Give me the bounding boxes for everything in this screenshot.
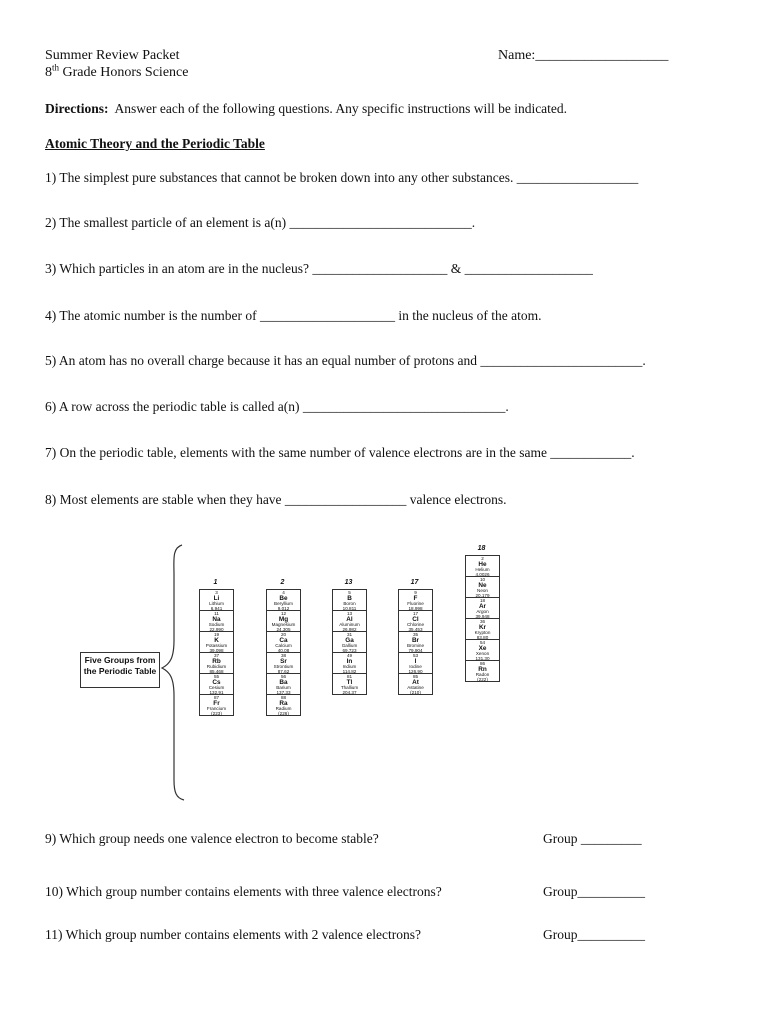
atomic-mass: 79.904 xyxy=(408,647,423,653)
element-cell xyxy=(399,653,432,674)
question-10: 10) Which group number contains elements with three valence electrons? xyxy=(45,884,442,899)
atomic-number: 12 xyxy=(280,611,287,616)
element-symbol: Ba xyxy=(279,679,288,687)
section-title: Atomic Theory and the Periodic Table xyxy=(45,136,265,151)
group-column xyxy=(465,555,500,682)
atomic-number: 5 xyxy=(348,590,351,595)
atomic-mass: 35.453 xyxy=(408,626,423,632)
element-cell xyxy=(466,577,499,598)
element-cell xyxy=(267,590,300,611)
element-symbol: Br xyxy=(411,637,420,645)
atomic-number: 86 xyxy=(479,661,486,666)
element-cell xyxy=(267,611,300,632)
element-symbol: B xyxy=(347,595,352,603)
atomic-mass: 18.998 xyxy=(408,605,423,611)
element-cell xyxy=(399,590,432,611)
atomic-mass: 69.723 xyxy=(342,647,357,653)
element-name: Rubidium xyxy=(206,664,227,670)
element-symbol: Be xyxy=(279,595,288,603)
atomic-mass: (223) xyxy=(211,710,222,716)
atomic-number: 56 xyxy=(280,674,287,679)
atomic-number: 85 xyxy=(412,674,419,679)
atomic-number: 18 xyxy=(479,598,486,603)
element-name: Barium xyxy=(276,685,291,691)
element-name: Calcium xyxy=(275,643,292,649)
element-symbol: Kr xyxy=(478,624,487,632)
question-5[interactable]: 5) An atom has no overall charge because it has an equal number of protons and ________________________. xyxy=(45,353,646,368)
element-name: Fluorine xyxy=(407,601,424,607)
group-column xyxy=(332,589,367,695)
element-name: Xenon xyxy=(475,651,490,657)
element-cell xyxy=(466,661,499,682)
group-number: 18 xyxy=(477,545,486,552)
atomic-number: 88 xyxy=(280,695,287,700)
element-symbol: Tl xyxy=(346,679,353,687)
question-7[interactable]: 7) On the periodic table, elements with the same number of valence electrons are in the same ____________. xyxy=(45,445,635,460)
element-cell xyxy=(200,653,233,674)
element-cell xyxy=(200,674,233,695)
atomic-mass: 22.990 xyxy=(209,626,224,632)
atomic-mass: 9.012 xyxy=(277,605,290,611)
element-name: Astatine xyxy=(407,685,424,691)
element-name: Bromine xyxy=(406,643,425,649)
element-cell xyxy=(333,590,366,611)
element-name: Lithium xyxy=(209,601,224,607)
element-name: Magnesium xyxy=(271,622,296,628)
question-8[interactable]: 8) Most elements are stable when they have __________________ valence electrons. xyxy=(45,492,507,507)
element-name: Francium xyxy=(206,706,227,712)
element-cell xyxy=(267,674,300,695)
atomic-mass: 24.305 xyxy=(276,626,291,632)
element-cell xyxy=(200,611,233,632)
atomic-number: 19 xyxy=(213,632,220,637)
atomic-number: 38 xyxy=(280,653,287,658)
element-name: Strontium xyxy=(273,664,294,670)
atomic-mass: 40.08 xyxy=(277,647,290,653)
element-symbol: K xyxy=(214,637,219,645)
element-symbol: Ne xyxy=(478,582,487,590)
element-name: Thallium xyxy=(340,685,359,691)
element-cell xyxy=(466,598,499,619)
element-cell xyxy=(399,674,432,695)
atomic-mass: 126.90 xyxy=(408,668,423,674)
atomic-number: 10 xyxy=(479,577,486,582)
atomic-number: 54 xyxy=(479,640,486,645)
element-symbol: Sr xyxy=(280,658,287,666)
atomic-mass: 26.982 xyxy=(342,626,357,632)
atomic-number: 37 xyxy=(213,653,220,658)
element-symbol: Ra xyxy=(279,700,288,708)
element-name: Radon xyxy=(475,672,490,678)
element-cell xyxy=(267,632,300,653)
atomic-number: 20 xyxy=(280,632,287,637)
atomic-mass: 10.811 xyxy=(342,605,357,611)
atomic-number: 35 xyxy=(412,632,419,637)
answer-10-field[interactable]: Group__________ xyxy=(543,884,645,899)
question-4[interactable]: 4) The atomic number is the number of ____________________ in the nucleus of the atom. xyxy=(45,308,542,323)
element-symbol: Cs xyxy=(212,679,221,687)
atomic-mass: (226) xyxy=(278,710,289,716)
question-3[interactable]: 3) Which particles in an atom are in the nucleus? ____________________ & ___________________ xyxy=(45,261,593,276)
element-cell xyxy=(466,556,499,577)
element-name: Beryllium xyxy=(274,601,293,607)
group-number: 17 xyxy=(410,579,419,586)
answer-9-field[interactable]: Group _________ xyxy=(543,831,642,846)
element-name: Neon xyxy=(477,588,488,594)
element-cell xyxy=(333,632,366,653)
element-cell xyxy=(200,590,233,611)
atomic-mass: (210) xyxy=(410,689,421,695)
question-11: 11) Which group number contains elements with 2 valence electrons? xyxy=(45,927,422,942)
element-cell xyxy=(333,674,366,695)
atomic-number: 87 xyxy=(213,695,220,700)
atomic-number: 4 xyxy=(282,590,285,595)
element-symbol: In xyxy=(346,658,353,666)
atomic-mass: 87.62 xyxy=(277,668,290,674)
atomic-mass: 114.82 xyxy=(342,668,357,674)
atomic-mass: 85.468 xyxy=(209,668,224,674)
atomic-mass: 204.37 xyxy=(342,689,357,695)
element-name: Argon xyxy=(476,609,489,615)
element-name: Radium xyxy=(275,706,292,712)
element-name: Gallium xyxy=(341,643,358,649)
element-symbol: Li xyxy=(213,595,220,603)
element-symbol: Cl xyxy=(412,616,419,624)
element-symbol: Na xyxy=(212,616,221,624)
group-column xyxy=(199,589,234,716)
question-6[interactable]: 6) A row across the periodic table is called a(n) ______________________________. xyxy=(45,399,509,414)
group-column xyxy=(398,589,433,695)
atomic-number: 81 xyxy=(346,674,353,679)
atomic-number: 17 xyxy=(412,611,419,616)
element-symbol: Xe xyxy=(478,645,487,653)
element-name: Aluminum xyxy=(339,622,360,628)
element-name: Helium xyxy=(475,567,490,573)
group-number: 1 xyxy=(213,579,218,586)
grade-text: Grade Honors Science xyxy=(59,65,189,80)
element-cell xyxy=(466,640,499,661)
question-2[interactable]: 2) The smallest particle of an element is a(n) ___________________________. xyxy=(45,215,476,230)
group-column xyxy=(266,589,301,716)
element-symbol: F xyxy=(413,595,418,603)
directions-text: Answer each of the following questions. Any specific instructions will be indicated. xyxy=(114,101,568,116)
element-symbol: Rn xyxy=(478,666,487,674)
element-symbol: At xyxy=(412,679,419,687)
atomic-mass: 6.941 xyxy=(210,605,223,611)
answer-11-field[interactable]: Group__________ xyxy=(543,927,645,942)
element-name: Boron xyxy=(343,601,356,607)
name-field[interactable]: Name:___________________ xyxy=(498,48,669,63)
atomic-mass: 83.80 xyxy=(476,634,489,640)
atomic-mass: 131.30 xyxy=(475,655,490,661)
element-name: Sodium xyxy=(208,622,225,628)
element-symbol: Ca xyxy=(279,637,288,645)
element-cell xyxy=(333,611,366,632)
atomic-number: 3 xyxy=(215,590,218,595)
element-symbol: Ar xyxy=(478,603,487,611)
question-9: 9) Which group needs one valence electron to become stable? xyxy=(45,831,379,846)
atomic-mass: 20.179 xyxy=(475,592,490,598)
element-symbol: Rb xyxy=(212,658,221,666)
element-cell xyxy=(200,632,233,653)
atomic-number: 36 xyxy=(479,619,486,624)
atomic-number: 9 xyxy=(414,590,417,595)
group-number: 2 xyxy=(280,579,285,586)
atomic-number: 13 xyxy=(346,611,353,616)
element-symbol: I xyxy=(414,658,417,666)
element-symbol: He xyxy=(478,561,487,569)
element-cell xyxy=(399,611,432,632)
figure-callout: Five Groups from the Periodic Table xyxy=(80,652,160,688)
element-name: Cesium xyxy=(208,685,225,691)
grade-superscript: th xyxy=(52,62,60,73)
element-symbol: Al xyxy=(346,616,353,624)
atomic-number: 11 xyxy=(214,611,219,616)
element-cell xyxy=(466,619,499,640)
element-name: Potassium xyxy=(205,643,228,649)
packet-title: Summer Review Packet xyxy=(45,48,180,63)
grade-number: 8 xyxy=(45,65,52,80)
atomic-mass: (222) xyxy=(477,676,488,682)
atomic-number: 2 xyxy=(481,556,484,561)
element-name: Iodine xyxy=(409,664,422,670)
atomic-number: 55 xyxy=(213,674,220,679)
element-name: Chlorine xyxy=(406,622,425,628)
atomic-mass: 137.33 xyxy=(276,689,291,695)
element-symbol: Mg xyxy=(278,616,289,624)
element-name: Indium xyxy=(342,664,357,670)
atomic-number: 31 xyxy=(346,632,353,637)
atomic-number: 49 xyxy=(346,653,353,658)
atomic-number: 53 xyxy=(412,653,419,658)
atomic-mass: 132.91 xyxy=(209,689,224,695)
group-number: 13 xyxy=(344,579,353,586)
element-name: Krypton xyxy=(474,630,491,636)
element-cell xyxy=(399,632,432,653)
directions-label: Directions: xyxy=(45,101,109,116)
element-cell xyxy=(267,653,300,674)
question-1[interactable]: 1) The simplest pure substances that cannot be broken down into any other substances. __________________ xyxy=(45,170,639,185)
element-cell xyxy=(200,695,233,716)
atomic-mass: 39.098 xyxy=(209,647,224,653)
element-cell xyxy=(333,653,366,674)
element-cell xyxy=(267,695,300,716)
atomic-mass: 4.0026 xyxy=(475,571,490,577)
element-symbol: Fr xyxy=(213,700,220,708)
atomic-mass: 39.948 xyxy=(475,613,490,619)
element-symbol: Ga xyxy=(345,637,354,645)
